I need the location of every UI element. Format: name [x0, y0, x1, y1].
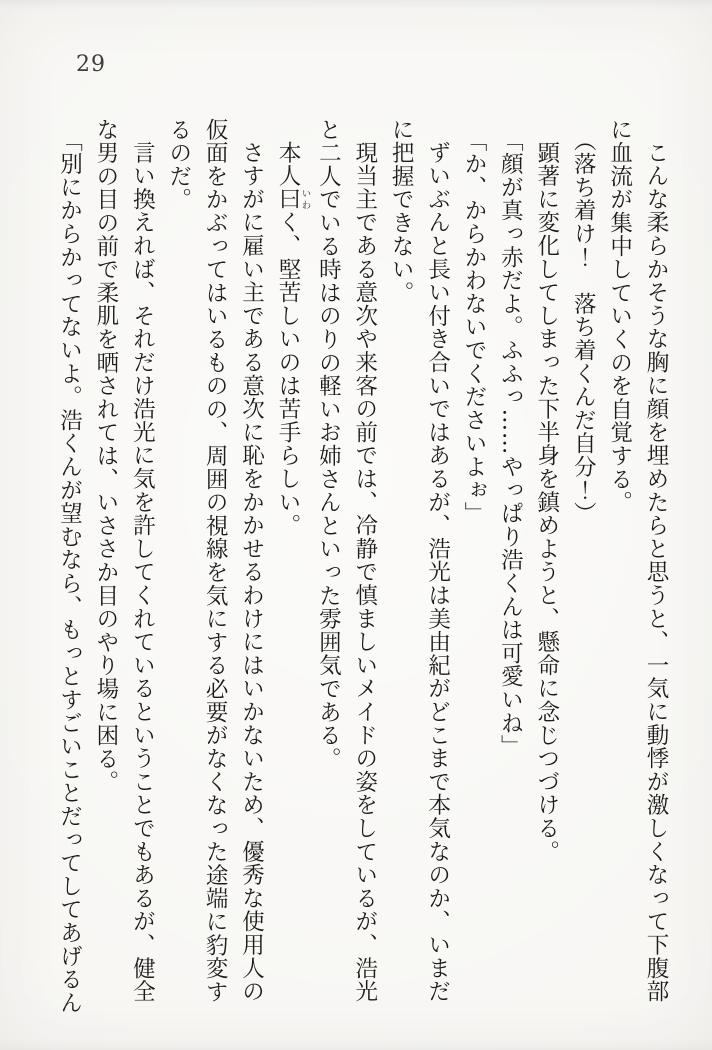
text-line-15: 言い換えれば、それだけ浩光に気を許してくれているということでもあるが、健全: [129, 140, 156, 1003]
text-line-6: 「か、からかわないでくださいよぉ」: [460, 129, 487, 526]
text-line-16: な男の目の前で柔肌を晒されては、いささか目のやり場に困る。: [92, 118, 119, 794]
text-line-2: に血流が集中していくのを自覚する。: [606, 118, 633, 515]
text-line-11: 本人曰いわく、堅苦しいのは苦手らしい。: [274, 140, 311, 537]
text-line-14: るのだ。: [165, 118, 192, 212]
text-line-13: 仮面をかぶってはいるものの、周囲の視線を気にする必要がなくなった途端に豹変す: [202, 118, 229, 1004]
text-line-1: こんな柔らかそうな胸に顔を埋めたらと思うと、一気に動悸が激しくなって下腹部: [643, 140, 669, 1003]
text-line-9: 現当主である意次や来客の前では、冷静で慎ましいメイドの姿をしているが、浩光: [351, 140, 378, 1003]
text-line-12: さすがに雇い主である意次に恥をかかせるわけにはいかないため、優秀な使用人の: [238, 140, 265, 1003]
text-line-8: に把握できない。: [388, 118, 415, 305]
text-line-17: 「別にからかってないよ。浩くんが望むなら、もっとすごいことだってしてあげるん: [56, 129, 83, 1015]
text-line-10: と二人でいる時はのりの軽いお姉さんといった雰囲気である。: [315, 118, 342, 771]
page-number: 29: [76, 52, 106, 77]
vertical-text-block: [51, 118, 674, 1024]
text-line-4: 顕著に変化してしまった下半身を鎮めようと、懸命に念じつづける。: [533, 140, 560, 863]
text-line-7: ずいぶんと長い付き合いではあるが、浩光は美由紀がどこまで本気なのか、いまだ: [424, 140, 451, 1003]
text-line-5: 「顔が真っ赤だよ。ふふっ……やっぱり浩くんは可愛いね」: [497, 129, 524, 759]
text-line-3: （落ち着け！ 落ち着くんだ自分！）: [570, 129, 597, 526]
